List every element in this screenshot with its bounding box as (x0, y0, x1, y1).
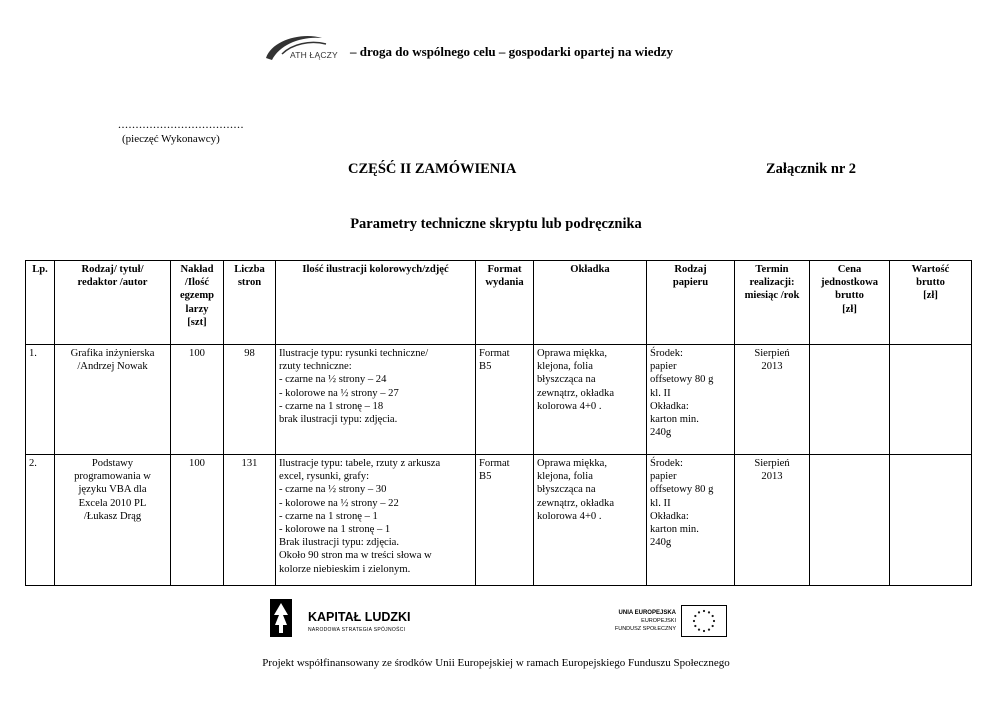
cell-paper: Środek: papier offsetowy 80 g kl. II Okładka: karton min. 240g (647, 345, 735, 455)
header-quantity: Nakład /Ilość egzemp larzy [szt] (171, 261, 224, 345)
cell-format: Format B5 (476, 455, 534, 586)
header-illustrations: Ilość ilustracji kolorowych/zdjęć (276, 261, 476, 345)
cell-unit-price[interactable] (810, 345, 890, 455)
cell-lp: 1. (26, 345, 55, 455)
eu-flag-icon (681, 605, 727, 637)
header-paper: Rodzaj papieru (647, 261, 735, 345)
eu-star-icon (698, 611, 700, 613)
ath-logo-text: ATH ŁĄCZY (290, 50, 338, 60)
table-header-row (26, 261, 972, 345)
eu-star-icon (703, 610, 705, 612)
cell-cover: Oprawa miękka, klejona, folia błyszcząca na zewnątrz, okładka kolorowa 4+0 . (534, 345, 647, 455)
cell-illustrations: Ilustracje typu: rysunki techniczne/ rzuty techniczne: - czarne na ½ strony – 24 - kolorowe na ½ strony – 27 - czarne na 1 stronę – 18 brak ilustracji typu: zdjęcia. (276, 345, 476, 455)
kapital-ludzki-subtitle: NARODOWA STRATEGIA SPÓJNOŚCI (308, 627, 406, 633)
ath-swoosh-icon (262, 30, 344, 66)
header-lp: Lp. (26, 261, 55, 345)
eu-star-icon (694, 625, 696, 627)
eu-star-icon (708, 629, 710, 631)
ath-logo (262, 30, 344, 66)
page-title: Parametry techniczne skryptu lub podręcznika (350, 216, 642, 232)
cell-unit-price[interactable] (810, 455, 890, 586)
cell-title-author: Podstawy programowania w języku VBA dla Excela 2010 PL /Łukasz Drąg (55, 455, 171, 586)
footer-note: Projekt współfinansowany ze środków Unii Europejskiej w ramach Europejskiego Funduszu Społecznego (262, 657, 730, 669)
cell-deadline: Sierpień 2013 (735, 455, 810, 586)
header-value: Wartość brutto [zł] (890, 261, 972, 345)
eu-star-icon (712, 615, 714, 617)
cell-illustrations: Ilustracje typu: tabele, rzuty z arkusza excel, rysunki, grafy: - czarne na ½ strony – 30 - kolorowe na ½ strony – 22 - czarne na 1 stronę – 1 - kolorowe na 1 stronę – 1 Brak ilustracji typu: zdjęcia. Około 90 stron ma w treści słowa w kolorze niebieskim i zielonym. (276, 455, 476, 586)
header-unit-price: Cena jednostkowa brutto [zł] (810, 261, 890, 345)
cell-value[interactable] (890, 455, 972, 586)
eu-star-icon (713, 620, 715, 622)
parameters-table (25, 260, 972, 586)
cell-format: Format B5 (476, 345, 534, 455)
stamp-placeholder: .................................... (118, 117, 244, 131)
header-pages: Liczba stron (224, 261, 276, 345)
header-cover: Okładka (534, 261, 647, 345)
table-row (26, 345, 972, 455)
cell-lp: 2. (26, 455, 55, 586)
header-motto: – droga do wspólnego celu – gospodarki opartej na wiedzy (350, 44, 673, 59)
eu-star-icon (708, 611, 710, 613)
table-row (26, 455, 972, 586)
cell-title-author: Grafika inżynierska /Andrzej Nowak (55, 345, 171, 455)
eu-label-2: EUROPEJSKI (641, 618, 676, 624)
part-title: CZĘŚĆ II ZAMÓWIENIA (348, 161, 517, 177)
cell-quantity: 100 (171, 455, 224, 586)
eu-star-icon (698, 629, 700, 631)
cell-pages: 131 (224, 455, 276, 586)
cell-paper: Środek: papier offsetowy 80 g kl. II Okładka: karton min. 240g (647, 455, 735, 586)
header-format: Format wydania (476, 261, 534, 345)
eu-star-icon (712, 625, 714, 627)
eu-label-3: FUNDUSZ SPOŁECZNY (614, 626, 676, 632)
cell-quantity: 100 (171, 345, 224, 455)
eu-star-icon (703, 630, 705, 632)
cell-pages: 98 (224, 345, 276, 455)
eu-star-icon (694, 615, 696, 617)
header-deadline: Termin realizacji: miesiąc /rok (735, 261, 810, 345)
kapital-ludzki-name: KAPITAŁ LUDZKI (308, 610, 411, 624)
cell-cover: Oprawa miękka, klejona, folia błyszcząca na zewnątrz, okładka kolorowa 4+0 . (534, 455, 647, 586)
header-title-author: Rodzaj/ tytuł/ redaktor /autor (55, 261, 171, 345)
cell-value[interactable] (890, 345, 972, 455)
eu-label-1: UNIA EUROPEJSKA (618, 610, 676, 616)
eu-star-icon (693, 620, 695, 622)
cell-deadline: Sierpień 2013 (735, 345, 810, 455)
kapital-ludzki-logo-icon (266, 597, 296, 639)
stamp-label: (pieczęć Wykonawcy) (122, 133, 220, 145)
annex-title: Załącznik nr 2 (766, 161, 856, 177)
